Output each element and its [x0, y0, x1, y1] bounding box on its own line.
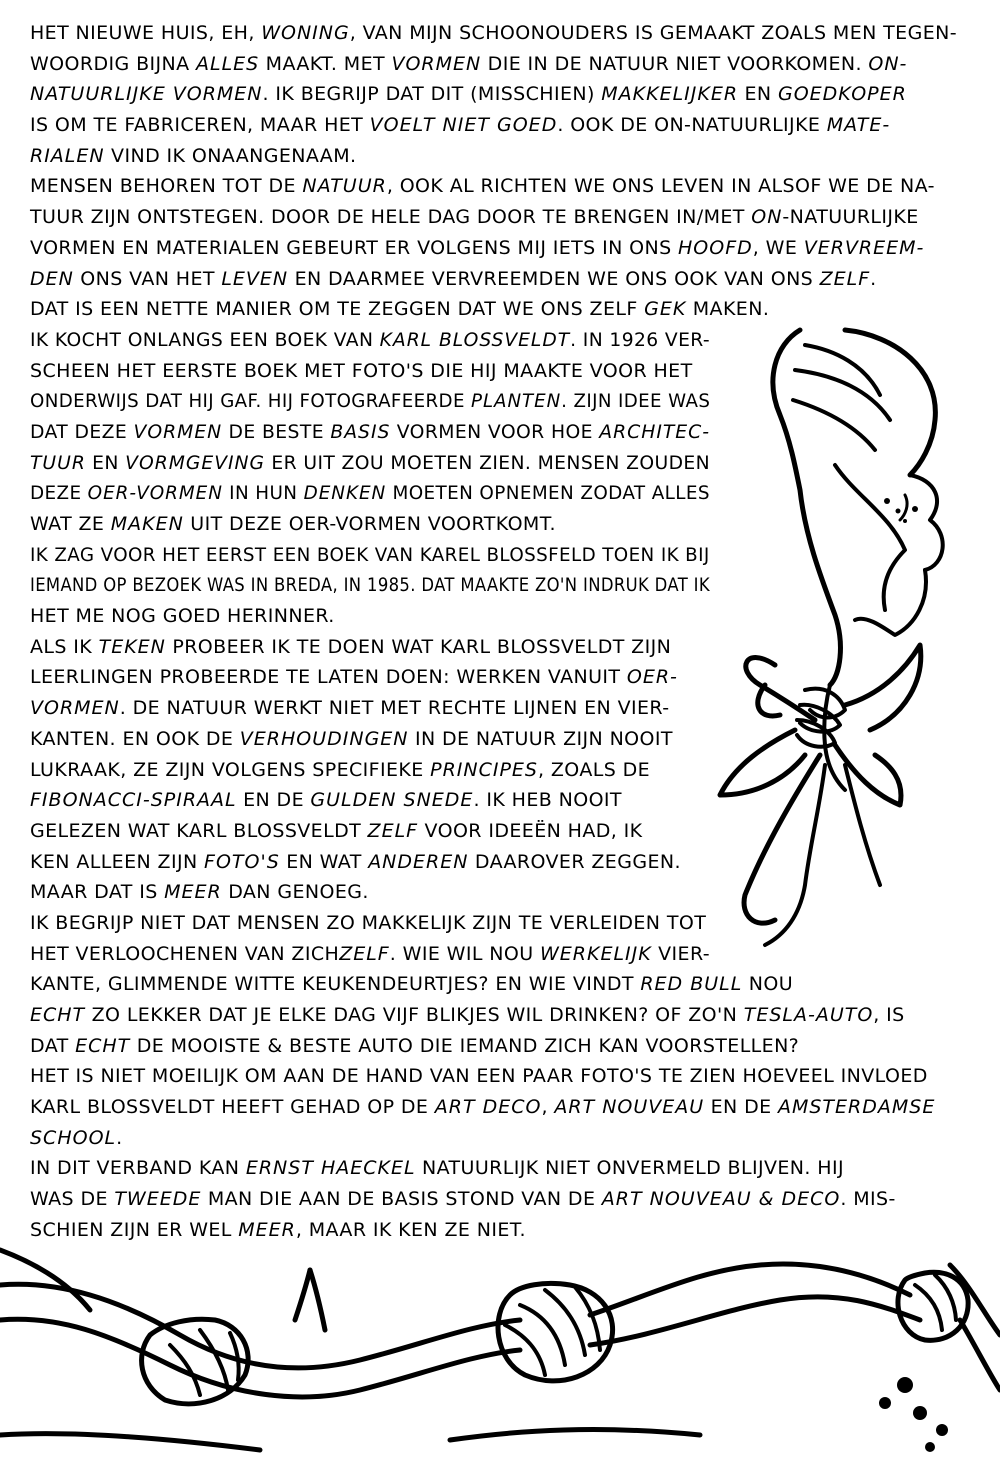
text-line — [30, 79, 970, 110]
emphasized-text: HOOFD — [678, 236, 753, 259]
emphasized-text: VORMGEVING — [125, 451, 266, 474]
text-line — [30, 294, 970, 325]
text-line — [30, 264, 970, 295]
text-line — [30, 417, 711, 448]
text-line — [30, 1123, 970, 1154]
emphasized-text: KARL BLOSSVELDT — [379, 328, 571, 351]
emphasized-text: ERNST HAECKEL — [245, 1157, 416, 1180]
text-segment: SCHEEN HET EERSTE BOEK MET FOTO'S DIE HIJ MAAKTE VOOR HET — [30, 359, 693, 382]
text-segment: , ZOALS DE — [538, 758, 651, 781]
text-line — [30, 816, 710, 847]
text-segment: DIE IN DE NATUUR NIET VOORKOMEN. — [481, 52, 869, 75]
emphasized-text: VERVREEM- — [803, 236, 925, 259]
emphasized-text: ECHT — [75, 1034, 131, 1057]
text-line — [30, 356, 710, 387]
text-segment: DE MOOISTE & BESTE AUTO DIE IEMAND ZICH KAN VOORSTELLEN? — [130, 1034, 800, 1057]
text-segment: DAT IS EEN NETTE MANIER OM TE ZEGGEN DAT WE ONS ZELF — [30, 298, 645, 321]
text-line — [30, 171, 970, 202]
text-segment: VORMEN VOOR HOE — [390, 420, 600, 443]
text-line — [30, 141, 970, 172]
text-segment: MAN DIE AAN DE BASIS STOND VAN DE — [201, 1188, 602, 1211]
text-segment: KARL BLOSSVELDT HEEFT GEHAD OP DE — [30, 1096, 435, 1119]
emphasized-text: VERHOUDINGEN — [239, 727, 409, 750]
emphasized-text: BASIS — [330, 420, 391, 443]
text-line — [30, 662, 710, 693]
emphasized-text: ART DECO — [434, 1096, 542, 1119]
emphasized-text: MAKEN — [110, 513, 184, 535]
emphasized-text: NATUURLIJKE VORMEN — [30, 83, 263, 106]
text-line — [30, 785, 710, 816]
text-segment: IK KOCHT ONLANGS EEN BOEK VAN — [30, 328, 380, 351]
emphasized-text: PLANTEN — [471, 390, 562, 413]
emphasized-text: AMSTERDAMSE — [777, 1096, 936, 1119]
text-segment: SCHIEN ZIJN ER WEL — [30, 1218, 239, 1241]
text-line — [30, 1184, 970, 1215]
text-line — [30, 478, 710, 509]
emphasized-text: TUUR — [30, 451, 86, 474]
text-segment: NATUURLIJK NIET ONVERMELD BLIJVEN. HIJ — [415, 1157, 844, 1180]
text-segment: MAAR DAT IS — [30, 881, 165, 904]
text-segment: . WIE WIL NOU — [389, 942, 540, 965]
text-segment: , OOK AL RICHTEN WE ONS LEVEN IN ALSOF WE DE NA- — [386, 175, 935, 198]
emphasized-text: OER- — [626, 666, 678, 689]
text-line — [30, 233, 970, 264]
emphasized-text: ZELF — [367, 819, 419, 842]
text-segment: MENSEN BEHOREN TOT DE — [30, 175, 303, 198]
emphasized-text: ARCHITEC- — [599, 420, 711, 443]
emphasized-text: FIBONACCI-SPIRAAL — [30, 789, 237, 812]
text-segment: , WE — [752, 236, 804, 259]
text-line — [30, 601, 710, 632]
text-line — [30, 632, 710, 663]
text-segment: ALS IK — [30, 635, 99, 658]
text-segment: IN DIT VERBAND KAN — [30, 1157, 246, 1180]
emphasized-text: NATUUR — [302, 175, 387, 198]
text-segment: . IK BEGRIJP DAT DIT (MISSCHIEN) — [262, 83, 602, 106]
text-line — [30, 110, 970, 141]
text-segment: EN — [738, 83, 778, 106]
text-segment: , — [541, 1096, 555, 1119]
text-segment: HET ME NOG GOED HERINNER. — [30, 605, 335, 628]
plant-figure-illustration — [705, 325, 995, 965]
text-segment: EN DAARMEE VERVREEMDEN WE ONS OOK VAN ONS — [288, 267, 820, 290]
text-segment: EN DE — [704, 1096, 778, 1119]
emphasized-text: MEER — [238, 1218, 296, 1241]
text-segment: -NATUURLIJKE — [782, 206, 919, 229]
text-segment: ER UIT ZOU MOETEN ZIEN. MENSEN ZOUDEN — [265, 451, 711, 474]
emphasized-text: VORMEN — [133, 420, 223, 443]
text-line — [30, 1061, 970, 1092]
text-line — [30, 49, 970, 80]
text-line — [30, 877, 710, 908]
text-segment: . DE NATUUR WERKT NIET MET RECHTE LIJNEN EN VIER- — [119, 697, 670, 720]
text-segment: . ZIJN IDEE WAS — [561, 390, 711, 413]
emphasized-text: TWEEDE — [114, 1188, 202, 1211]
emphasized-text: GOEDKOPER — [777, 83, 907, 106]
emphasized-text: VOELT NIET GOED — [369, 114, 558, 137]
emphasized-text: ZELF — [819, 267, 871, 290]
text-segment: IS OM TE FABRICEREN, MAAR HET — [30, 114, 370, 137]
emphasized-text: MAKKELIJKER — [601, 83, 739, 106]
text-line — [30, 847, 710, 878]
emphasized-text: ZELF — [339, 942, 390, 965]
text-segment: HET NIEUWE HUIS, EH, — [30, 22, 262, 44]
emphasized-text: ON- — [868, 52, 908, 75]
text-segment: LEERLINGEN PROBEERDE TE LATEN DOEN: WERKEN VANUIT — [30, 666, 627, 689]
text-segment: DAN GENOEG. — [221, 881, 369, 904]
text-segment: . MIS- — [840, 1188, 896, 1211]
text-line — [30, 1153, 970, 1184]
emphasized-text: ART NOUVEAU — [554, 1096, 705, 1119]
emphasized-text: FOTO'S — [204, 850, 280, 873]
text-segment: IN HUN — [222, 482, 304, 505]
text-segment: KANTEN. EN OOK DE — [30, 727, 240, 750]
text-segment: DAT DEZE — [30, 420, 134, 443]
text-line — [30, 202, 970, 233]
text-segment: NOU — [742, 973, 794, 996]
text-segment: PROBEER IK TE DOEN WAT KARL BLOSSVELDT ZIJN — [165, 635, 672, 658]
emphasized-text: RIALEN — [30, 144, 105, 167]
text-segment: WAT ZE — [30, 513, 111, 535]
text-segment: . — [116, 1126, 123, 1149]
emphasized-text: ON — [751, 206, 783, 229]
text-segment: EN WAT — [279, 850, 369, 873]
emphasized-text: ART NOUVEAU & DECO — [601, 1188, 841, 1211]
text-segment: . IK HEB NOOIT — [473, 789, 622, 812]
emphasized-text: ANDEREN — [368, 850, 469, 873]
emphasized-text: ALLES — [196, 52, 260, 75]
text-line — [30, 1000, 970, 1031]
emphasized-text: DEN — [30, 267, 74, 290]
text-segment: EN — [85, 451, 126, 474]
text-segment: TUUR ZIJN ONTSTEGEN. DOOR DE HELE DAG DOOR TE BRENGEN IN/MET — [30, 206, 752, 229]
text-segment: VORMEN EN MATERIALEN GEBEURT ER VOLGENS MIJ IETS IN ONS — [30, 236, 679, 259]
emphasized-text: VORMEN — [391, 52, 482, 75]
text-segment: VIER- — [651, 942, 711, 965]
text-line — [30, 570, 710, 601]
emphasized-text: TESLA-AUTO — [743, 1004, 874, 1026]
emphasized-text: GEK — [644, 298, 687, 321]
emphasized-text: VORMEN — [30, 697, 120, 720]
text-line — [30, 18, 970, 49]
text-segment: VOOR IDEEËN HAD, IK — [418, 819, 643, 842]
text-segment: IN DE NATUUR ZIJN NOOIT — [408, 727, 673, 750]
text-segment: ZO LEKKER DAT JE ELKE DAG VIJF BLIKJES WIL DRINKEN? OF ZO'N — [85, 1004, 744, 1026]
text-segment: KEN ALLEEN ZIJN — [30, 850, 205, 873]
text-segment: LUKRAAK, ZE ZIJN VOLGENS SPECIFIEKE — [30, 758, 431, 781]
text-segment: DEZE — [30, 482, 88, 505]
text-segment: . OOK DE ON-NATUURLIJKE — [557, 114, 827, 137]
emphasized-text: ECHT — [30, 1004, 86, 1026]
text-segment: WAS DE — [30, 1188, 115, 1211]
emphasized-text: SCHOOL — [30, 1126, 117, 1149]
knotted-branch-illustration — [0, 1225, 1000, 1466]
text-line — [30, 325, 711, 356]
text-line — [30, 509, 710, 540]
text-line — [30, 448, 711, 479]
text-segment: DAT — [30, 1034, 76, 1057]
text-segment: HET IS NIET MOEILIJK OM AAN DE HAND VAN EEN PAAR FOTO'S TE ZIEN HOEVEEL INVLOED — [30, 1065, 928, 1088]
emphasized-text: DENKEN — [303, 482, 387, 505]
emphasized-text: TEKEN — [98, 635, 166, 658]
text-segment: KANTE, GLIMMENDE WITTE KEUKENDEURTJES? EN WIE VINDT — [30, 973, 641, 996]
text-line — [30, 755, 710, 786]
text-segment: EN DE — [236, 789, 311, 812]
text-segment: MAAKT. MET — [259, 52, 392, 75]
text-segment: ONS VAN HET — [73, 267, 222, 290]
text-line — [30, 969, 970, 1000]
text-segment: WOORDIG BIJNA — [30, 52, 196, 75]
emphasized-text: MATE- — [826, 114, 891, 137]
text-segment: MAKEN. — [686, 298, 770, 321]
text-line — [30, 386, 711, 417]
emphasized-text: OER-VORMEN — [87, 482, 223, 505]
text-segment: DE BESTE — [222, 420, 331, 443]
text-segment: . — [870, 267, 877, 290]
emphasized-text: RED BULL — [640, 973, 743, 996]
emphasized-text: LEVEN — [221, 267, 289, 290]
text-line — [30, 1031, 970, 1062]
text-segment: , MAAR IK KEN ZE NIET. — [295, 1218, 526, 1241]
text-line — [30, 693, 710, 724]
text-segment: UIT DEZE OER-VORMEN VOORTKOMT. — [183, 513, 556, 535]
text-segment: , IS — [873, 1004, 905, 1026]
text-segment: MOETEN OPNEMEN ZODAT ALLES — [386, 482, 710, 505]
text-segment: DAAROVER ZEGGEN. — [468, 850, 681, 873]
text-segment: HET VERLOOCHENEN VAN ZICH — [30, 942, 340, 965]
emphasized-text: WERKELIJK — [540, 942, 652, 965]
text-segment: . IN 1926 VER- — [570, 328, 711, 351]
emphasized-text: MEER — [164, 881, 222, 904]
text-line — [30, 724, 710, 755]
text-segment: , VAN MIJN SCHOONOUDERS IS GEMAAKT ZOALS MEN TEGEN- — [349, 22, 957, 44]
text-segment: IK BEGRIJP NIET DAT MENSEN ZO MAKKELIJK ZIJN TE VERLEIDEN TOT — [30, 911, 707, 934]
text-line — [30, 540, 710, 571]
text-segment: IEMAND OP BEZOEK WAS IN BREDA, IN 1985. DAT MAAKTE ZO'N INDRUK DAT IK — [30, 574, 710, 597]
emphasized-text: GULDEN SNEDE — [310, 789, 474, 812]
emphasized-text: PRINCIPES — [430, 758, 538, 781]
emphasized-text: WONING — [261, 22, 350, 44]
text-segment: IK ZAG VOOR HET EERST EEN BOEK VAN KAREL BLOSSFELD TOEN IK BIJ — [30, 543, 710, 566]
text-segment: ONDERWIJS DAT HIJ GAF. HIJ FOTOGRAFEERDE — [30, 390, 472, 413]
text-line — [30, 1092, 970, 1123]
text-segment: GELEZEN WAT KARL BLOSSVELDT — [30, 819, 368, 842]
text-segment: VIND IK ONAANGENAAM. — [104, 144, 357, 167]
